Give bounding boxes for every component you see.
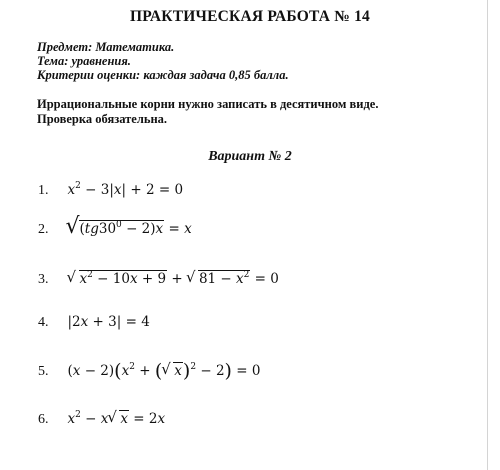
task-number: 1.	[38, 183, 49, 198]
instructions-block	[37, 97, 378, 127]
equation-4: |2x + 3| = 4	[67, 314, 150, 330]
task-3	[38, 270, 279, 288]
equation-3: √ $x^2 - 10x + 9$ + √ $81 - x^2 = 0$	[66, 268, 279, 287]
task-4	[38, 314, 150, 331]
task-2	[38, 214, 192, 239]
subject-line: Предмет: Математика.	[37, 40, 175, 54]
instruction-line-2: Проверка обязательна.	[37, 112, 168, 126]
variant-heading: Вариант № 2	[208, 149, 292, 164]
task-1	[38, 182, 183, 199]
task-number: 2.	[38, 222, 49, 237]
page-title: ПРАКТИЧЕСКАЯ РАБОТА № 14	[129, 8, 371, 25]
equation-2: √ $(tg30^0 - 2)x = x$	[65, 214, 192, 239]
task-number: 6.	[38, 412, 49, 427]
task-number: 4.	[38, 315, 49, 330]
instruction-line-1: Иррациональные корни нужно записать в десятичном виде.	[37, 97, 379, 111]
task-5	[38, 360, 260, 382]
equation-1: $x^2 - 3|x| + 2 = 0$	[67, 181, 184, 198]
criteria-line: Критерии оценки: каждая задача 0,85 балла.	[37, 68, 289, 82]
task-number: 5.	[38, 364, 49, 379]
task-6	[38, 410, 165, 428]
equation-6: $x^2 - x$ √ x = 2x	[67, 408, 166, 427]
meta-block	[37, 40, 289, 82]
equation-5: $(x - 2)(x^2$ + ( √ x)$^2$ − 2) = 0	[67, 360, 261, 382]
task-number: 3.	[38, 272, 49, 287]
page-edge-divider	[487, 0, 488, 470]
topic-line: Тема: уравнения.	[37, 54, 131, 68]
